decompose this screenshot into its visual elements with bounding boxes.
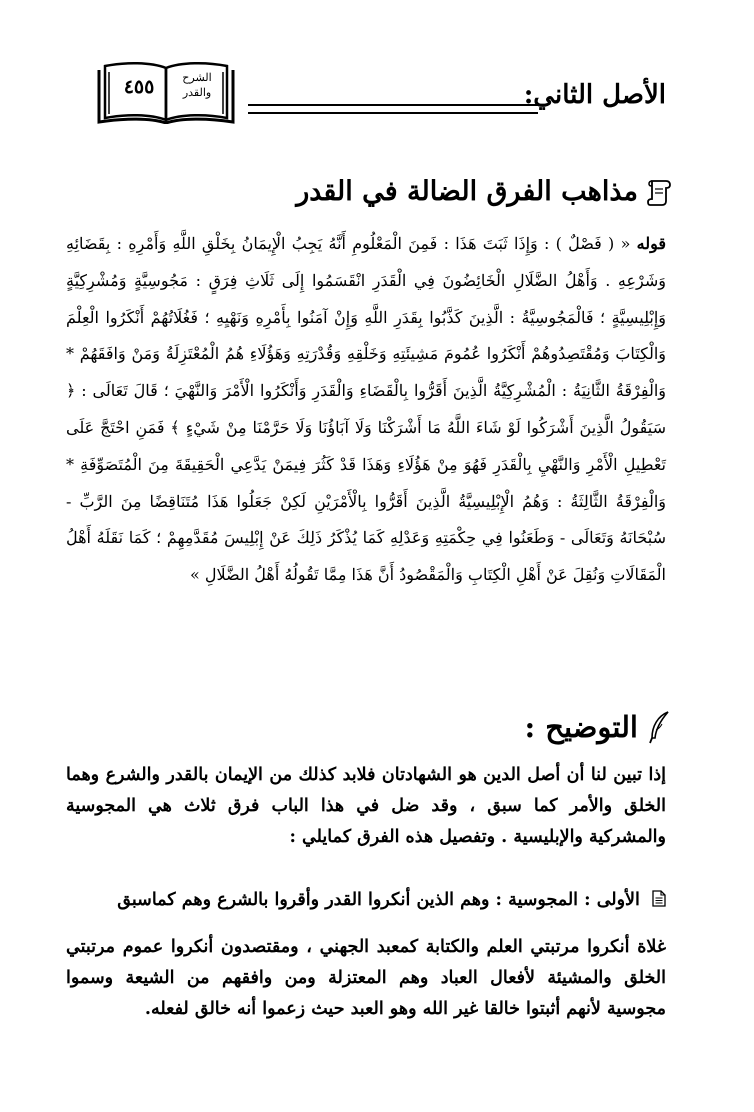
explanation-point: [66, 885, 666, 916]
badge-line-2: والقدر: [182, 86, 212, 99]
header-rule: [248, 112, 538, 114]
quill-icon: [646, 710, 672, 744]
explanation-paragraph: إذا تبين لنا أن أصل الدين هو الشهادتان فلابد كذلك من الإيمان بالقدر والشرع وهما الخلق والأمر كما سبق ، وقد ضل في هذا الباب فرق ثلاث هي المجوسية والمشركية والإبليسية . وتفصيل هذه الفرق كمايلي :: [66, 765, 666, 847]
scroll-icon: [646, 177, 672, 207]
section-heading-text: التوضيح :: [524, 710, 638, 744]
quote-intro: قوله: [636, 234, 666, 253]
book-title-badge: [171, 70, 223, 100]
section-heading: [296, 176, 672, 207]
page-header-title: الأصل الثاني:: [523, 80, 666, 110]
page-number: ٤٥٥: [123, 76, 155, 98]
matn-body: ( فَصْلٌ ) : وَإِذَا ثَبَتَ هَذَا : فَمِنَ الْمَعْلُومِ أَنَّهُ يَجِبُ الْإِيمَانُ بِخَلْقِ اللَّهِ وَأَمْرِهِ : بِقَضَائِهِ وَشَرْعِهِ . وَأَهْلُ الضَّلَالِ الْخَائِضُونَ فِي الْقَدَرِ انْقَسَمُوا إِلَى ثَلَاثِ فِرَقٍ : مَجُوسِيَّةٍ وَمُشْرِكِيَّةٍ وَإِبْلِيسِيَّةٍ ؛ فَالْمَجُوسِيَّةُ : الَّذِينَ كَذَّبُوا بِقَدَرِ اللَّهِ وَإِنْ آمَنُوا بِأَمْرِهِ وَنَهْيِهِ ؛ فَغُلَاتُهُمْ أَنْكَرُوا الْعِلْمَ وَالْكِتَابَ وَمُقْتَصِدُوهُمْ أَنْكَرُوا عُمُومَ مَشِيئَتِهِ وَخَلْقِهِ وَقُدْرَتِهِ وَهَؤُلَاءِ هُمُ الْمُعْتَزِلَةُ وَمَنْ وَافَقَهُمْ * وَالْفِرْقَةُ الثَّانِيَةُ : الْمُشْرِكِيَّةُ الَّذِينَ أَقَرُّوا بِالْقَضَاءِ وَالْقَدَرِ وَأَنْكَرُوا الْأَمْرَ وَالنَّهْيَ ؛ قَالَ تَعَالَى : ﴿ سَيَقُولُ الَّذِينَ أَشْرَكُوا لَوْ شَاءَ اللَّهُ مَا أَشْرَكْنَا وَلَا آبَاؤُنَا وَلَا حَرَّمْنَا مِنْ شَيْءٍ ﴾ فَمَنِ احْتَجَّ عَلَى تَعْطِيلِ الْأَمْرِ وَالنَّهْيِ بِالْقَدَرِ فَهُوَ مِنْ هَؤُلَاءِ وَهَذَا قَدْ كَثُرَ فِيمَنْ يَدَّعِي الْحَقِيقَةَ مِنَ الْمُتَصَوِّفَةِ * وَالْفِرْقَةُ الثَّالِثَةُ : وَهُمُ الْإِبْلِيسِيَّةُ الَّذِينَ أَقَرُّوا بِالْأَمْرَيْنِ لَكِنْ جَعَلُوا هَذَا مُتَنَاقِضًا مِنَ الرَّبِّ - سُبْحَانَهُ وَتَعَالَى - وَطَعَنُوا فِي حِكْمَتِهِ وَعَدْلِهِ كَمَا يُذْكَرُ ذَلِكَ عَنْ إِبْلِيسَ مُقَدَّمِهِمْ ؛ كَمَا نَقَلَهُ أَهْلُ الْمَقَالَاتِ وَنُقِلَ عَنْ أَهْلِ الْكِتَابِ وَالْمَقْصُودُ أَنَّ هَذَا مِمَّا تَقُولُهُ أَهْلُ الضَّلَالِ: [66, 234, 667, 585]
quote-open-ornament: «: [620, 234, 631, 253]
quote-close-ornament: »: [189, 565, 200, 585]
book-badge: [95, 60, 237, 124]
matn-text: [66, 226, 666, 594]
section-heading-text: مذاهب الفرق الضالة في القدر: [296, 176, 638, 207]
section-heading-explanation: [524, 710, 672, 744]
explanation-paragraph: غلاة أنكروا مرتبتي العلم والكتابة كمعبد الجهني ، ومقتصدون أنكروا عموم مرتبتي الخلق والمشيئة لأفعال العباد وهم المعتزلة ومن وافقهم من الشيعة وسموا مجوسية لأنهم أثبتوا خالقا غير الله وهو العبد حيث زعموا أنه خالق لفعله.: [66, 937, 666, 1019]
badge-line-1: الشرح: [182, 71, 212, 84]
document-icon: [652, 890, 666, 907]
point-text: الأولى : المجوسية : وهم الذين أنكروا القدر وأقروا بالشرع وهم كماسبق: [117, 890, 640, 910]
header-rule: [248, 104, 538, 106]
